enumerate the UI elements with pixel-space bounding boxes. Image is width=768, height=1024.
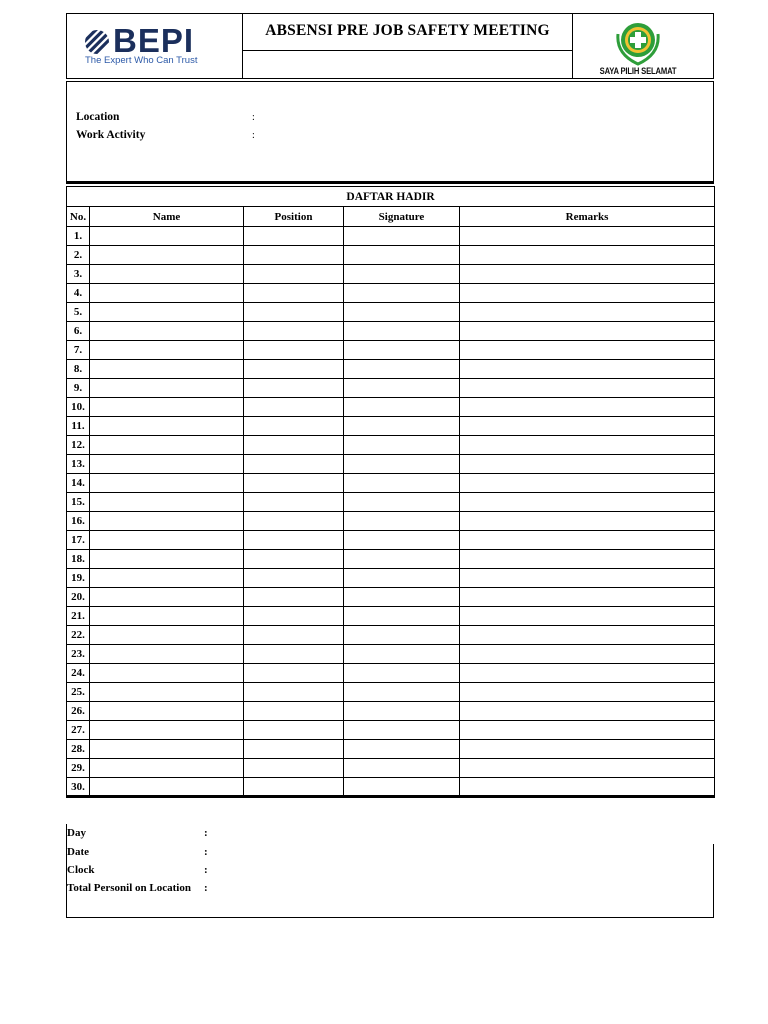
row-number: 20. [67, 588, 90, 607]
col-header-no: No. [67, 207, 90, 227]
name-cell[interactable] [90, 721, 244, 740]
row-number: 10. [67, 398, 90, 417]
remarks-cell[interactable] [460, 455, 715, 474]
signature-cell[interactable] [344, 474, 460, 493]
name-cell[interactable] [90, 740, 244, 759]
date-colon: : [204, 846, 208, 858]
signature-cell[interactable] [344, 455, 460, 474]
signature-cell[interactable] [344, 227, 460, 246]
remarks-cell[interactable] [460, 436, 715, 455]
row-number: 2. [67, 246, 90, 265]
clock-colon: : [204, 864, 208, 876]
remarks-cell[interactable] [460, 341, 715, 360]
name-cell[interactable] [90, 246, 244, 265]
remarks-cell[interactable] [460, 531, 715, 550]
position-cell[interactable] [244, 550, 344, 569]
table-row [67, 645, 715, 664]
row-number: 29. [67, 759, 90, 778]
position-cell[interactable] [244, 455, 344, 474]
signature-cell[interactable] [344, 702, 460, 721]
signature-cell[interactable] [344, 493, 460, 512]
position-cell[interactable] [244, 702, 344, 721]
location-colon: : [252, 112, 255, 123]
col-header-position: Position [244, 207, 344, 227]
table-row [67, 303, 715, 322]
remarks-cell[interactable] [460, 284, 715, 303]
remarks-cell[interactable] [460, 759, 715, 778]
table-row [67, 341, 715, 360]
table-row [67, 379, 715, 398]
signature-cell[interactable] [344, 531, 460, 550]
name-cell[interactable] [90, 455, 244, 474]
table-row [67, 436, 715, 455]
total-personnel-label: Total Personil on Location [67, 882, 191, 894]
position-cell[interactable] [244, 683, 344, 702]
name-cell[interactable] [90, 322, 244, 341]
row-number: 4. [67, 284, 90, 303]
remarks-cell[interactable] [460, 683, 715, 702]
remarks-cell[interactable] [460, 550, 715, 569]
signature-cell[interactable] [344, 303, 460, 322]
position-cell[interactable] [244, 664, 344, 683]
row-number: 26. [67, 702, 90, 721]
name-cell[interactable] [90, 759, 244, 778]
table-row [67, 512, 715, 531]
column-header-row [67, 207, 715, 227]
signature-cell[interactable] [344, 664, 460, 683]
position-cell[interactable] [244, 531, 344, 550]
remarks-cell[interactable] [460, 493, 715, 512]
row-number: 11. [67, 417, 90, 436]
signature-cell[interactable] [344, 379, 460, 398]
row-number: 12. [67, 436, 90, 455]
info-section [66, 81, 714, 184]
table-row [67, 227, 715, 246]
name-cell[interactable] [90, 284, 244, 303]
table-row [67, 550, 715, 569]
position-cell[interactable] [244, 588, 344, 607]
remarks-cell[interactable] [460, 702, 715, 721]
row-number: 23. [67, 645, 90, 664]
table-row [67, 322, 715, 341]
position-cell[interactable] [244, 607, 344, 626]
row-number: 7. [67, 341, 90, 360]
table-row [67, 607, 715, 626]
name-cell[interactable] [90, 569, 244, 588]
row-number: 27. [67, 721, 90, 740]
name-cell[interactable] [90, 436, 244, 455]
name-cell[interactable] [90, 265, 244, 284]
row-number: 14. [67, 474, 90, 493]
position-cell[interactable] [244, 626, 344, 645]
remarks-cell[interactable] [460, 227, 715, 246]
table-row [67, 721, 715, 740]
signature-cell[interactable] [344, 246, 460, 265]
work-activity-colon: : [252, 130, 255, 141]
signature-cell[interactable] [344, 322, 460, 341]
signature-cell[interactable] [344, 740, 460, 759]
table-row [67, 474, 715, 493]
table-row [67, 759, 715, 778]
table-row [67, 360, 715, 379]
day-colon: : [204, 827, 208, 839]
row-number: 19. [67, 569, 90, 588]
signature-cell[interactable] [344, 588, 460, 607]
name-cell[interactable] [90, 303, 244, 322]
position-cell[interactable] [244, 360, 344, 379]
table-row [67, 284, 715, 303]
name-cell[interactable] [90, 360, 244, 379]
row-number: 1. [67, 227, 90, 246]
name-cell[interactable] [90, 702, 244, 721]
position-cell[interactable] [244, 740, 344, 759]
signature-cell[interactable] [344, 284, 460, 303]
safety-caption: SAYA PILIH SELAMAT [599, 66, 677, 76]
table-row [67, 778, 715, 797]
row-number: 15. [67, 493, 90, 512]
name-cell[interactable] [90, 778, 244, 797]
row-number: 18. [67, 550, 90, 569]
position-cell[interactable] [244, 246, 344, 265]
position-cell[interactable] [244, 493, 344, 512]
position-cell[interactable] [244, 303, 344, 322]
signature-cell[interactable] [344, 607, 460, 626]
remarks-cell[interactable] [460, 569, 715, 588]
position-cell[interactable] [244, 322, 344, 341]
table-row [67, 740, 715, 759]
row-number: 30. [67, 778, 90, 797]
row-number: 24. [67, 664, 90, 683]
table-row [67, 455, 715, 474]
signature-cell[interactable] [344, 512, 460, 531]
name-cell[interactable] [90, 379, 244, 398]
document-title: ABSENSI PRE JOB SAFETY MEETING [265, 22, 550, 39]
attendance-title: DAFTAR HADIR [67, 187, 715, 207]
name-cell[interactable] [90, 550, 244, 569]
table-row [67, 493, 715, 512]
remarks-cell[interactable] [460, 626, 715, 645]
name-cell[interactable] [90, 626, 244, 645]
signature-cell[interactable] [344, 721, 460, 740]
bepi-tagline: The Expert Who Can Trust [85, 55, 198, 66]
name-cell[interactable] [90, 607, 244, 626]
col-header-remarks: Remarks [460, 207, 715, 227]
name-cell[interactable] [90, 227, 244, 246]
position-cell[interactable] [244, 341, 344, 360]
position-cell[interactable] [244, 778, 344, 797]
position-cell[interactable] [244, 645, 344, 664]
remarks-cell[interactable] [460, 778, 715, 797]
total-personnel-colon: : [204, 882, 208, 894]
row-number: 25. [67, 683, 90, 702]
row-number: 13. [67, 455, 90, 474]
bepi-wordmark: BEPI [113, 22, 195, 59]
location-label: Location [76, 111, 120, 123]
remarks-cell[interactable] [460, 474, 715, 493]
row-number: 6. [67, 322, 90, 341]
position-cell[interactable] [244, 284, 344, 303]
name-cell[interactable] [90, 645, 244, 664]
table-row [67, 569, 715, 588]
signature-cell[interactable] [344, 417, 460, 436]
day-label: Day [67, 827, 86, 839]
row-number: 9. [67, 379, 90, 398]
row-number: 17. [67, 531, 90, 550]
position-cell[interactable] [244, 265, 344, 284]
col-header-name: Name [90, 207, 244, 227]
position-cell[interactable] [244, 474, 344, 493]
position-cell[interactable] [244, 379, 344, 398]
table-row [67, 265, 715, 284]
signature-cell[interactable] [344, 626, 460, 645]
position-cell[interactable] [244, 512, 344, 531]
signature-cell[interactable] [344, 645, 460, 664]
signature-cell[interactable] [344, 778, 460, 797]
name-cell[interactable] [90, 493, 244, 512]
table-row [67, 683, 715, 702]
remarks-cell[interactable] [460, 512, 715, 531]
row-number: 5. [67, 303, 90, 322]
row-number: 3. [67, 265, 90, 284]
position-cell[interactable] [244, 721, 344, 740]
date-label: Date [67, 846, 89, 858]
remarks-cell[interactable] [460, 740, 715, 759]
table-row [67, 588, 715, 607]
remarks-cell[interactable] [460, 265, 715, 284]
table-row [67, 398, 715, 417]
remarks-cell[interactable] [460, 379, 715, 398]
clock-label: Clock [67, 864, 95, 876]
name-cell[interactable] [90, 588, 244, 607]
remarks-cell[interactable] [460, 664, 715, 683]
remarks-cell[interactable] [460, 645, 715, 664]
name-cell[interactable] [90, 474, 244, 493]
signature-cell[interactable] [344, 398, 460, 417]
bepi-stripes-icon [84, 29, 110, 55]
row-number: 22. [67, 626, 90, 645]
work-activity-label: Work Activity [76, 129, 146, 141]
remarks-cell[interactable] [460, 721, 715, 740]
position-cell[interactable] [244, 569, 344, 588]
position-cell[interactable] [244, 436, 344, 455]
attendance-table [66, 186, 715, 798]
remarks-cell[interactable] [460, 303, 715, 322]
table-row [67, 417, 715, 436]
remarks-cell[interactable] [460, 246, 715, 265]
signature-cell[interactable] [344, 569, 460, 588]
position-cell[interactable] [244, 227, 344, 246]
signature-cell[interactable] [344, 436, 460, 455]
name-cell[interactable] [90, 531, 244, 550]
signature-cell[interactable] [344, 265, 460, 284]
name-cell[interactable] [90, 512, 244, 531]
name-cell[interactable] [90, 417, 244, 436]
remarks-cell[interactable] [460, 398, 715, 417]
remarks-cell[interactable] [460, 588, 715, 607]
signature-cell[interactable] [344, 683, 460, 702]
remarks-cell[interactable] [460, 607, 715, 626]
remarks-cell[interactable] [460, 360, 715, 379]
signature-cell[interactable] [344, 360, 460, 379]
col-header-signature: Signature [344, 207, 460, 227]
table-row [67, 626, 715, 645]
row-number: 28. [67, 740, 90, 759]
name-cell[interactable] [90, 341, 244, 360]
name-cell[interactable] [90, 398, 244, 417]
signature-cell[interactable] [344, 550, 460, 569]
row-number: 8. [67, 360, 90, 379]
table-row [67, 531, 715, 550]
name-cell[interactable] [90, 664, 244, 683]
row-number: 16. [67, 512, 90, 531]
footer-border-gap [586, 824, 716, 844]
signature-cell[interactable] [344, 759, 460, 778]
table-row [67, 702, 715, 721]
name-cell[interactable] [90, 683, 244, 702]
table-row [67, 246, 715, 265]
table-row [67, 664, 715, 683]
position-cell[interactable] [244, 759, 344, 778]
position-cell[interactable] [244, 398, 344, 417]
position-cell[interactable] [244, 417, 344, 436]
row-number: 21. [67, 607, 90, 626]
safety-cross-emblem-icon [612, 18, 664, 66]
remarks-cell[interactable] [460, 417, 715, 436]
signature-cell[interactable] [344, 341, 460, 360]
remarks-cell[interactable] [460, 322, 715, 341]
